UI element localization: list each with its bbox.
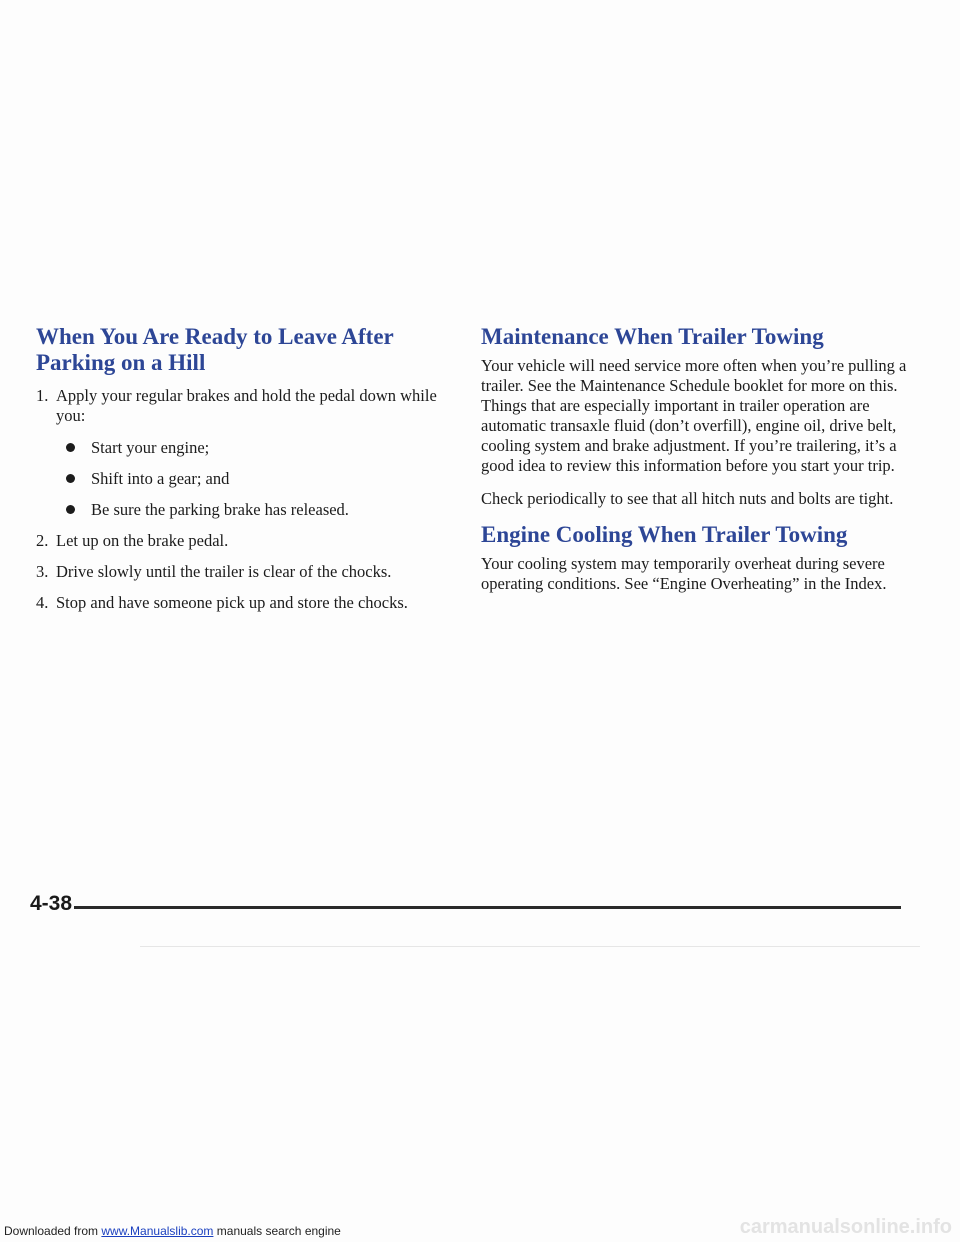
list-item	[56, 500, 456, 520]
step-number: 1.	[36, 386, 49, 405]
step-text: Apply your regular brakes and hold the pedal down while you:	[56, 386, 437, 425]
list-item	[56, 438, 456, 458]
bullet-list	[56, 438, 456, 520]
download-prefix: Downloaded from	[4, 1224, 102, 1238]
footer-divider	[74, 906, 901, 909]
step-text: Drive slowly until the trailer is clear of the chocks.	[56, 562, 392, 581]
right-column	[481, 318, 921, 594]
manualslib-link[interactable]: www.Manualslib.com	[101, 1224, 214, 1238]
list-item	[36, 562, 456, 582]
steps-list	[36, 386, 456, 613]
section-heading-leave-after-parking: When You Are Ready to Leave After Parking on a Hill	[36, 324, 394, 375]
step-number: 3.	[36, 562, 49, 581]
bullet-icon	[66, 443, 75, 452]
section-heading-engine-cooling: Engine Cooling When Trailer Towing	[481, 522, 848, 547]
step-text: Let up on the brake pedal.	[56, 531, 229, 550]
watermark: carmanualsonline.info	[739, 1216, 952, 1238]
download-attribution	[4, 1224, 341, 1238]
section-heading-maintenance: Maintenance When Trailer Towing	[481, 324, 824, 349]
bullet-text: Be sure the parking brake has released.	[91, 500, 349, 519]
step-number: 4.	[36, 593, 49, 612]
download-suffix: manuals search engine	[213, 1224, 341, 1238]
list-item	[56, 469, 456, 489]
bullet-icon	[66, 505, 75, 514]
bullet-text: Start your engine;	[91, 438, 210, 457]
list-item	[36, 386, 456, 520]
page-number: 4-38	[30, 892, 73, 915]
left-column	[36, 318, 456, 624]
step-text: Stop and have someone pick up and store the chocks.	[56, 593, 408, 612]
list-item	[36, 593, 456, 613]
maintenance-paragraph: Your vehicle will need service more often when you’re pulling a trailer. See the Maintenance Schedule booklet for more on this. Things that are especially important in trailer operation are automatic transaxle fluid (don’t overfill), engine oil, drive belt, cooling system and brake adjustment. If you’re trailering, it’s a good idea to review this information before you start your trip.	[481, 356, 907, 475]
step-number: 2.	[36, 531, 49, 550]
page-footer	[30, 892, 901, 922]
list-item	[36, 531, 456, 551]
bullet-icon	[66, 474, 75, 483]
scan-line	[140, 946, 920, 947]
hitch-check-paragraph: Check periodically to see that all hitch nuts and bolts are tight.	[481, 489, 894, 508]
engine-cooling-paragraph: Your cooling system may temporarily overheat during severe operating conditions. See “Engine Overheating” in the Index.	[481, 554, 887, 593]
bullet-text: Shift into a gear; and	[91, 469, 230, 488]
